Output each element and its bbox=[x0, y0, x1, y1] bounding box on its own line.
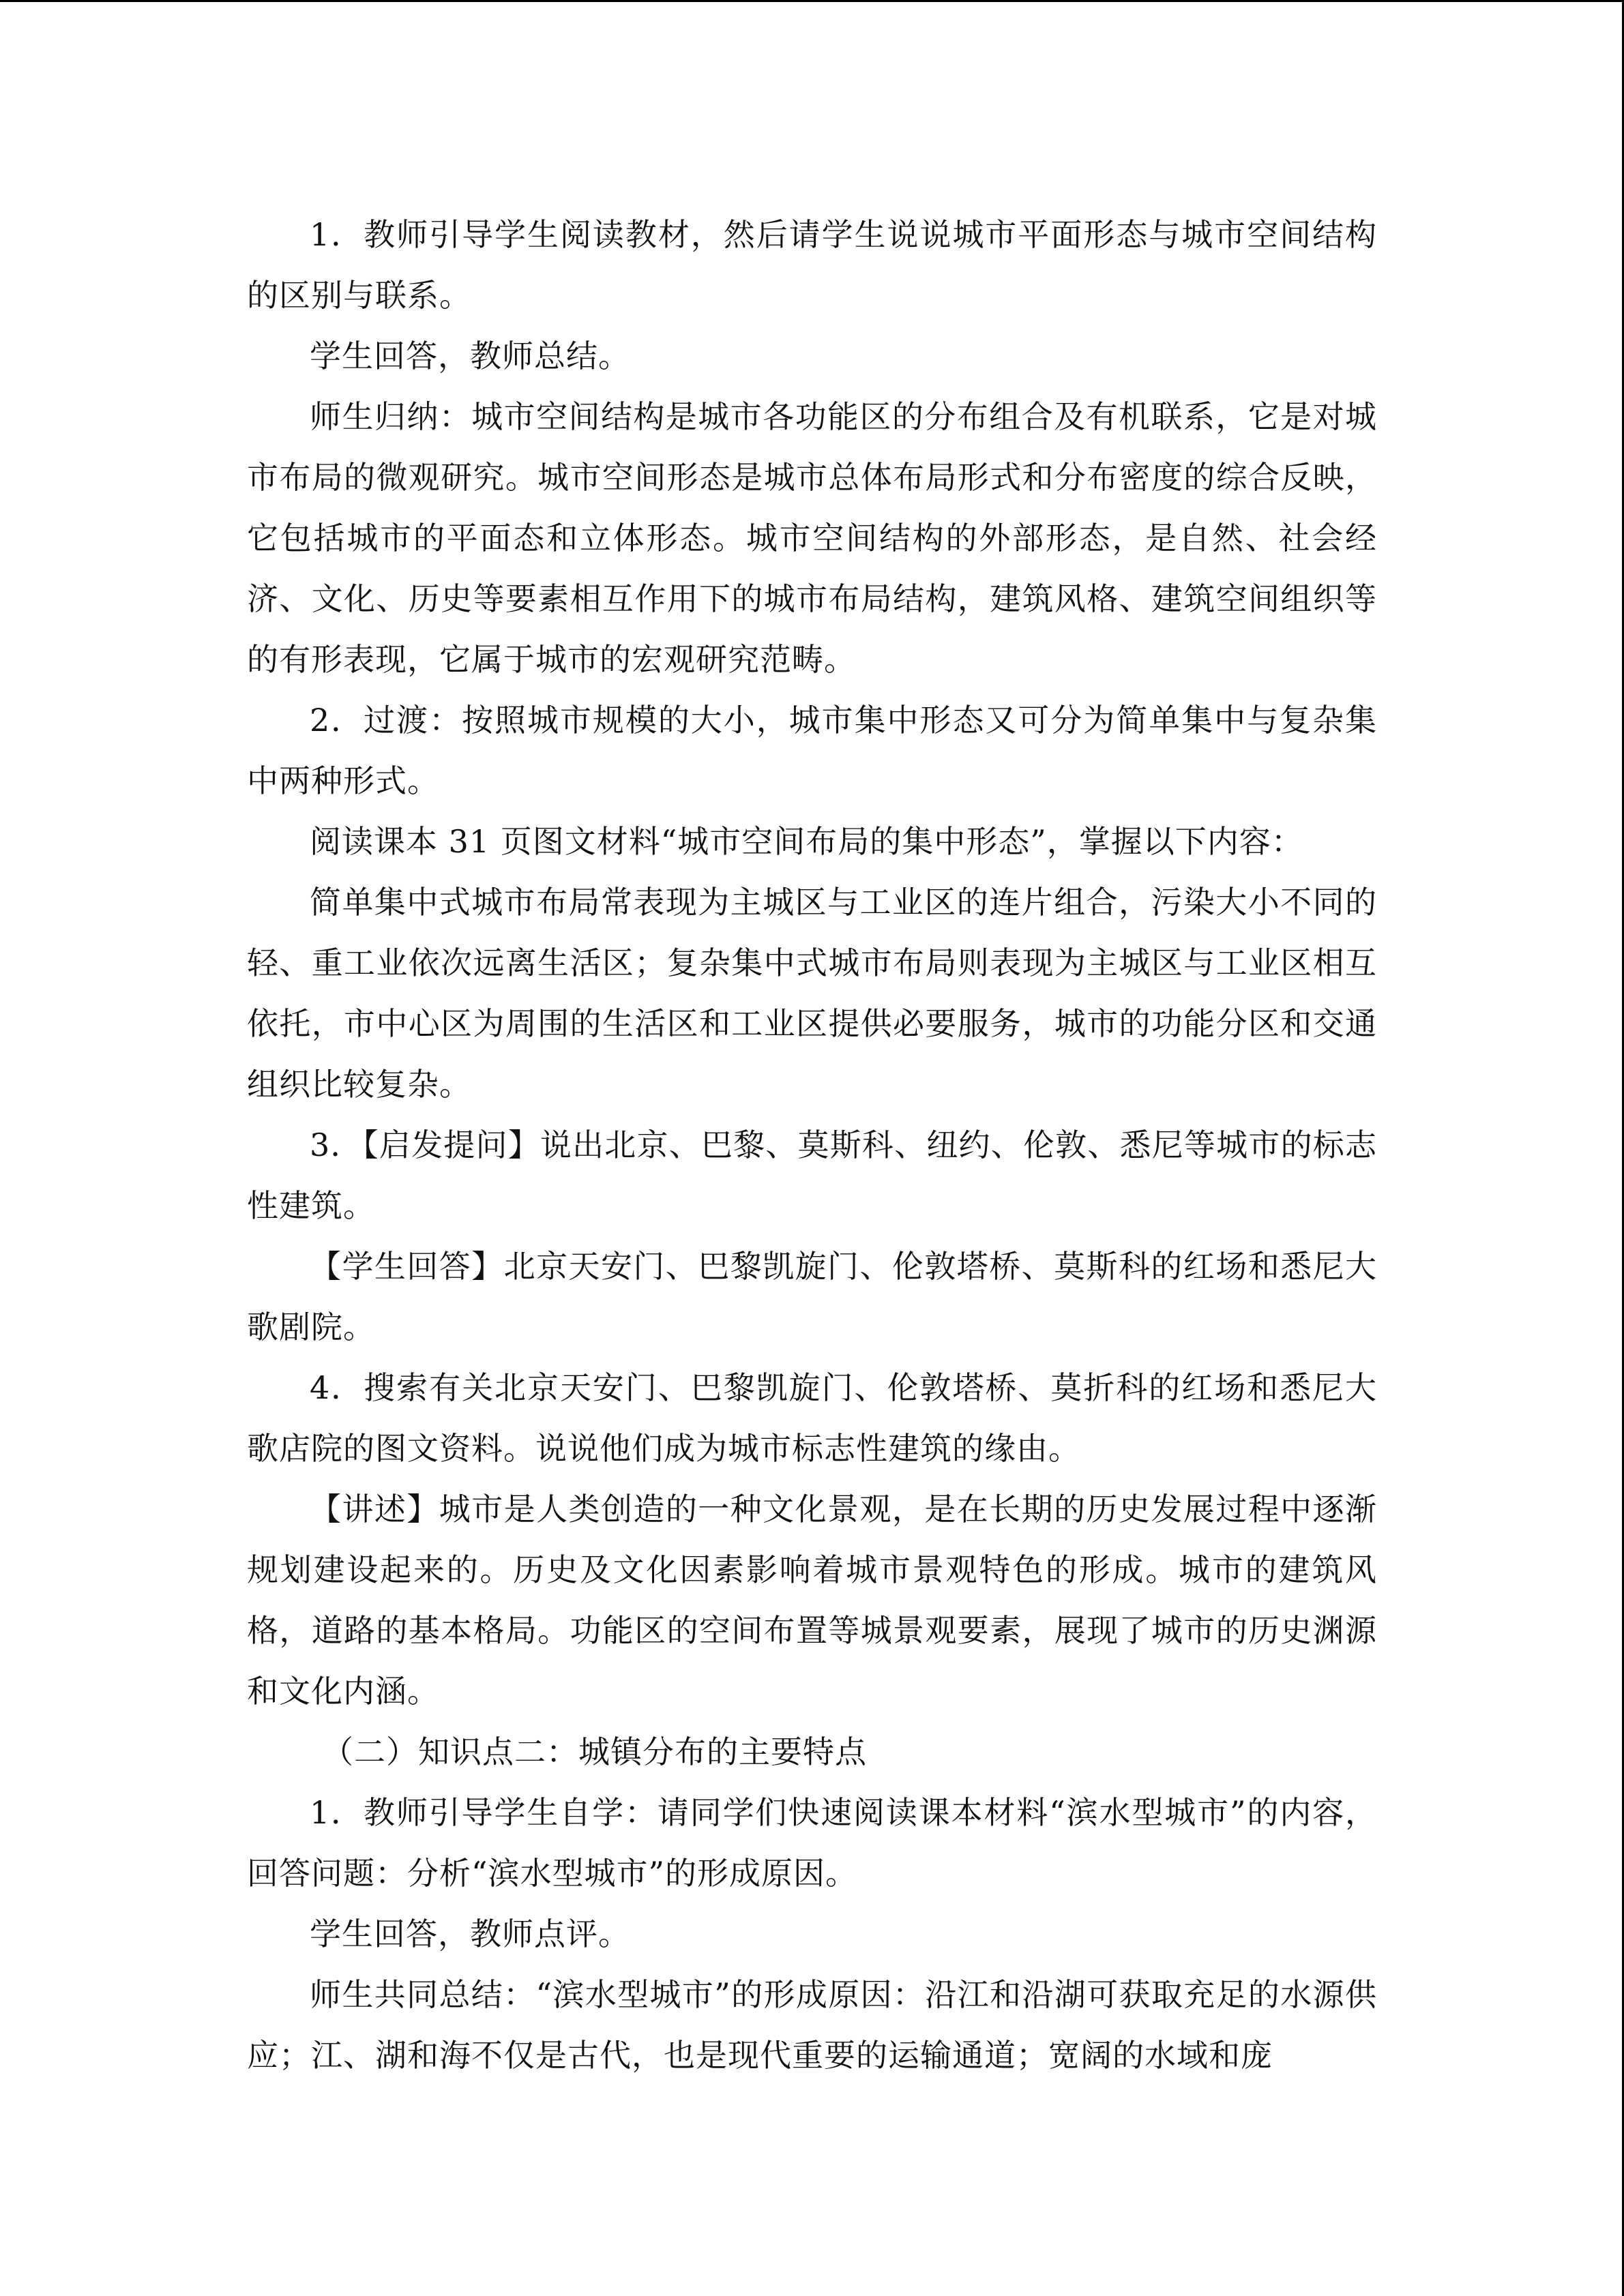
paragraph: 【学生回答】北京天安门、巴黎凯旋门、伦敦塔桥、莫斯科的红场和悉尼大歌剧院。 bbox=[247, 1248, 1377, 1345]
paragraph: 阅读课本 31 页图文材料“城市空间布局的集中形态”，掌握以下内容： bbox=[310, 823, 1303, 860]
document-body bbox=[247, 205, 1377, 2086]
paragraph: 2．过渡：按照城市规模的大小，城市集中形态又可分为简单集中与复杂集中两种形式。 bbox=[247, 702, 1377, 799]
paragraph: 1．教师引导学生阅读教材，然后请学生说说城市平面形态与城市空间结构的区别与联系。 bbox=[247, 216, 1377, 314]
paragraph: 学生回答，教师总结。 bbox=[310, 338, 630, 374]
paragraph: 师生共同总结：“滨水型城市”的形成原因：沿江和沿湖可获取充足的水源供应；江、湖和海不仅是古代，也是现代重要的运输通道；宽阔的水域和庞 bbox=[247, 1976, 1377, 2074]
paragraph: 简单集中式城市布局常表现为主城区与工业区的连片组合，污染大小不同的轻、重工业依次远离生活区；复杂集中式城市布局则表现为主城区与工业区相互依托，市中心区为周围的生活区和工业区提供必要服务，城市的功能分区和交通组织比较复杂。 bbox=[247, 884, 1377, 1103]
paragraph: 学生回答，教师点评。 bbox=[310, 1915, 630, 1952]
section-heading: （二）知识点二：城镇分布的主要特点 bbox=[322, 1733, 867, 1770]
paragraph: 【讲述】城市是人类创造的一种文化景观，是在长期的历史发展过程中逐渐规划建设起来的。历史及文化因素影响着城市景观特色的形成。城市的建筑风格，道路的基本格局。功能区的空间布置等城景观要素，展现了城市的历史渊源和文化内涵。 bbox=[247, 1491, 1377, 1710]
page-top-border bbox=[0, 0, 1624, 2]
paragraph: 1．教师引导学生自学：请同学们快速阅读课本材料“滨水型城市”的内容，回答问题：分析“滨水型城市”的形成原因。 bbox=[247, 1794, 1377, 1892]
paragraph: 4．搜索有关北京天安门、巴黎凯旋门、伦敦塔桥、莫折科的红场和悉尼大歌店院的图文资料。说说他们成为城市标志性建筑的缘由。 bbox=[247, 1369, 1377, 1467]
paragraph: 师生归纳：城市空间结构是城市各功能区的分布组合及有机联系，它是对城市布局的微观研究。城市空间形态是城市总体布局形式和分布密度的综合反映，它包括城市的平面态和立体形态。城市空间结构的外部形态，是自然、社会经济、文化、历史等要素相互作用下的城市布局结构，建筑风格、建筑空间组织等的有形表现，它属于城市的宏观研究范畴。 bbox=[247, 398, 1377, 678]
paragraph: 3．【启发提问】说出北京、巴黎、莫斯科、纽约、伦敦、悉尼等城市的标志性建筑。 bbox=[247, 1127, 1377, 1224]
